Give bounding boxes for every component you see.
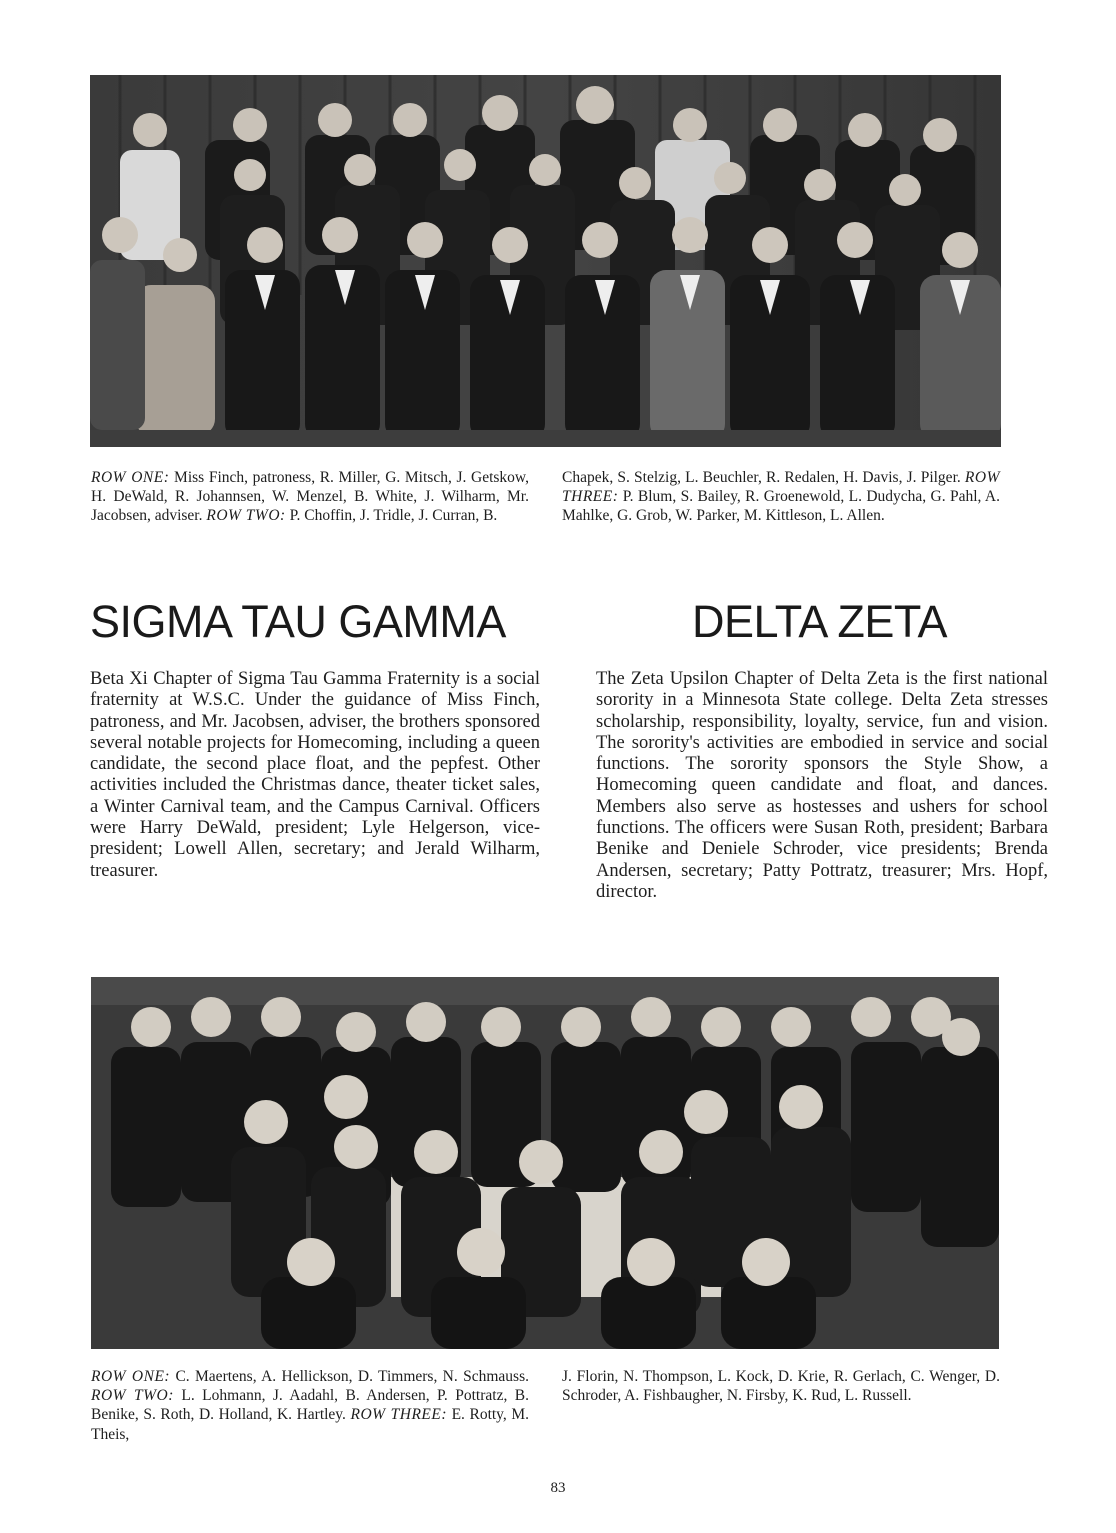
sigma-tau-gamma-group-photo (90, 75, 1001, 447)
row-two-names: P. Choffin, J. Tridle, J. Curran, B. (289, 507, 498, 525)
group-photo-image (91, 977, 999, 1349)
row-three-label: ROW THREE: (350, 1406, 448, 1424)
delta-zeta-roster-caption-right (562, 1367, 1000, 1405)
delta-zeta-description: The Zeta Upsilon Chapter of Delta Zeta is the first national sorority in a Minnesota State college. Delta Zeta stresses scholarship, responsibility, loyalty, service, fun and vision. The sorority's activities are embodied in service and social functions. The sorority sponsors the Style Show, a Homecoming queen candidate and float, and dances. Members also serve as hostesses and ushers for school functions. The officers were Susan Roth, president; Barbara Benike and Deniele Schroder, vice presidents; Brenda Andersen, secretary; Patty Pottratz, treasurer; Mrs. Hopf, director. (596, 669, 1048, 902)
row-one-label: ROW ONE: (91, 469, 170, 486)
row-two-names-continued: Chapek, S. Stelzig, L. Beuchler, R. Redalen, H. Davis, J. Pilger. (562, 469, 961, 486)
row-two-names: L. Lohmann, J. Aadahl, B. Andersen, P. Pottratz, B. Benike, S. Roth, D. Holland, K. Hartley. (91, 1387, 530, 1424)
row-one-label: ROW ONE: (91, 1368, 171, 1385)
row-three-names: P. Blum, S. Bailey, R. Groenewold, L. Dudycha, G. Pahl, A. Mahlke, G. Grob, W. Parker, M. Kittleson, L. Allen. (562, 488, 1001, 525)
page-number: 83 (550, 1480, 566, 1496)
row-one-names: Miss Finch, patroness, R. Miller, G. Mitsch, J. Getskow, H. DeWald, R. Johannsen, W. Menzel, B. White, J. Wilharm, Mr. Jacobsen, adviser. (91, 469, 529, 525)
sigma-tau-gamma-heading: SIGMA TAU GAMMA (90, 596, 506, 647)
delta-zeta-group-photo (91, 977, 999, 1349)
group-photo-image (90, 75, 1001, 447)
row-three-names-continued: J. Florin, N. Thompson, L. Kock, D. Krie, R. Gerlach, C. Wenger, D. Schroder, A. Fishbaugher, N. Firsby, K. Rud, L. Russell. (562, 1368, 1000, 1405)
sigma-roster-caption-left (91, 468, 529, 526)
row-three-label: ROW THREE: (562, 469, 1000, 506)
sigma-roster-caption-right (562, 468, 1000, 526)
delta-zeta-heading: DELTA ZETA (692, 596, 948, 647)
row-one-names: C. Maertens, A. Hellickson, D. Timmers, N. Schmauss. (175, 1368, 529, 1385)
delta-zeta-roster-caption-left (91, 1367, 529, 1444)
row-two-label: ROW TWO: (91, 1387, 174, 1405)
row-two-label: ROW TWO: (206, 507, 286, 525)
sigma-tau-gamma-description: Beta Xi Chapter of Sigma Tau Gamma Fraternity is a social fraternity at W.S.C. Under the guidance of Miss Finch, patroness, and Mr. Jacobsen, adviser, the brothers sponsored several notable projects for Homecoming, including a queen candidate, the second place float, and the pepfest. Other activities included the Christmas dance, theater ticket sales, a Winter Carnival team, and the Campus Carnival. Officers were Harry DeWald, president; Lyle Helgerson, vice-president; Lowell Allen, secretary; and Jerald Wilharm, treasurer. (90, 669, 540, 881)
row-three-names: E. Rotty, M. Theis, (91, 1406, 530, 1443)
